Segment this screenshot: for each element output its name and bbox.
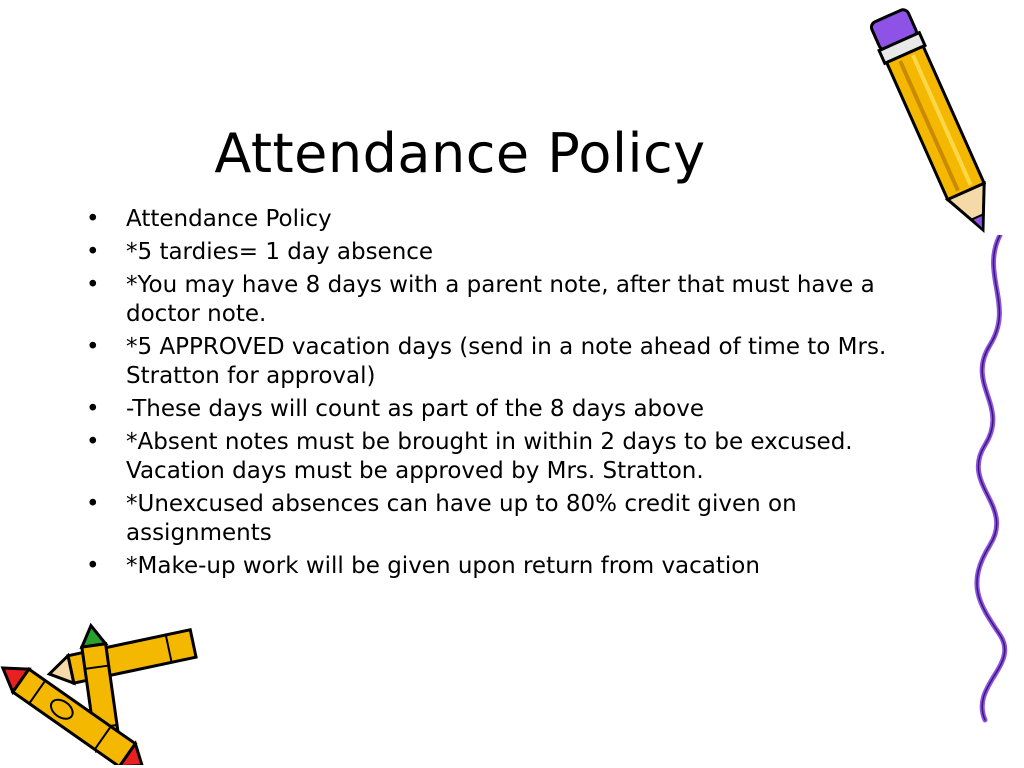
- list-item-text: *Absent notes must be brought in within 2 days to be excused. Vacation days must be approved by Mrs. Stratton.: [126, 429, 853, 484]
- bullet-icon: •: [86, 553, 100, 579]
- list-item-text: *5 tardies= 1 day absence: [126, 239, 434, 265]
- pencil-icon: [860, 0, 1010, 245]
- list-item-text: -These days will count as part of the 8 days above: [126, 396, 704, 422]
- list-item: [86, 271, 936, 329]
- list-item: [86, 333, 936, 391]
- list-item: [86, 395, 936, 424]
- bullet-icon: •: [86, 429, 100, 455]
- crayons-icon: [0, 615, 210, 765]
- list-item-text: *Make-up work will be given upon return from vacation: [126, 553, 760, 579]
- squiggle-line: [960, 235, 1020, 725]
- bullet-icon: •: [86, 491, 100, 517]
- list-item: [86, 238, 936, 267]
- bullet-icon: •: [86, 334, 100, 360]
- list-item: [86, 428, 936, 486]
- bullet-list: [86, 205, 936, 585]
- page-title: Attendance Policy: [214, 122, 706, 185]
- list-item-text: *5 APPROVED vacation days (send in a note ahead of time to Mrs. Stratton for approval): [126, 334, 887, 389]
- bullet-icon: •: [86, 239, 100, 265]
- list-item: [86, 490, 936, 548]
- bullet-icon: •: [86, 206, 100, 232]
- bullet-icon: •: [86, 272, 100, 298]
- bullet-icon: •: [86, 396, 100, 422]
- list-item-text: *You may have 8 days with a parent note, after that must have a doctor note.: [126, 272, 875, 327]
- list-item: [86, 205, 936, 234]
- list-item-text: Attendance Policy: [126, 206, 332, 232]
- list-item: [86, 552, 936, 581]
- list-item-text: *Unexcused absences can have up to 80% credit given on assignments: [126, 491, 797, 546]
